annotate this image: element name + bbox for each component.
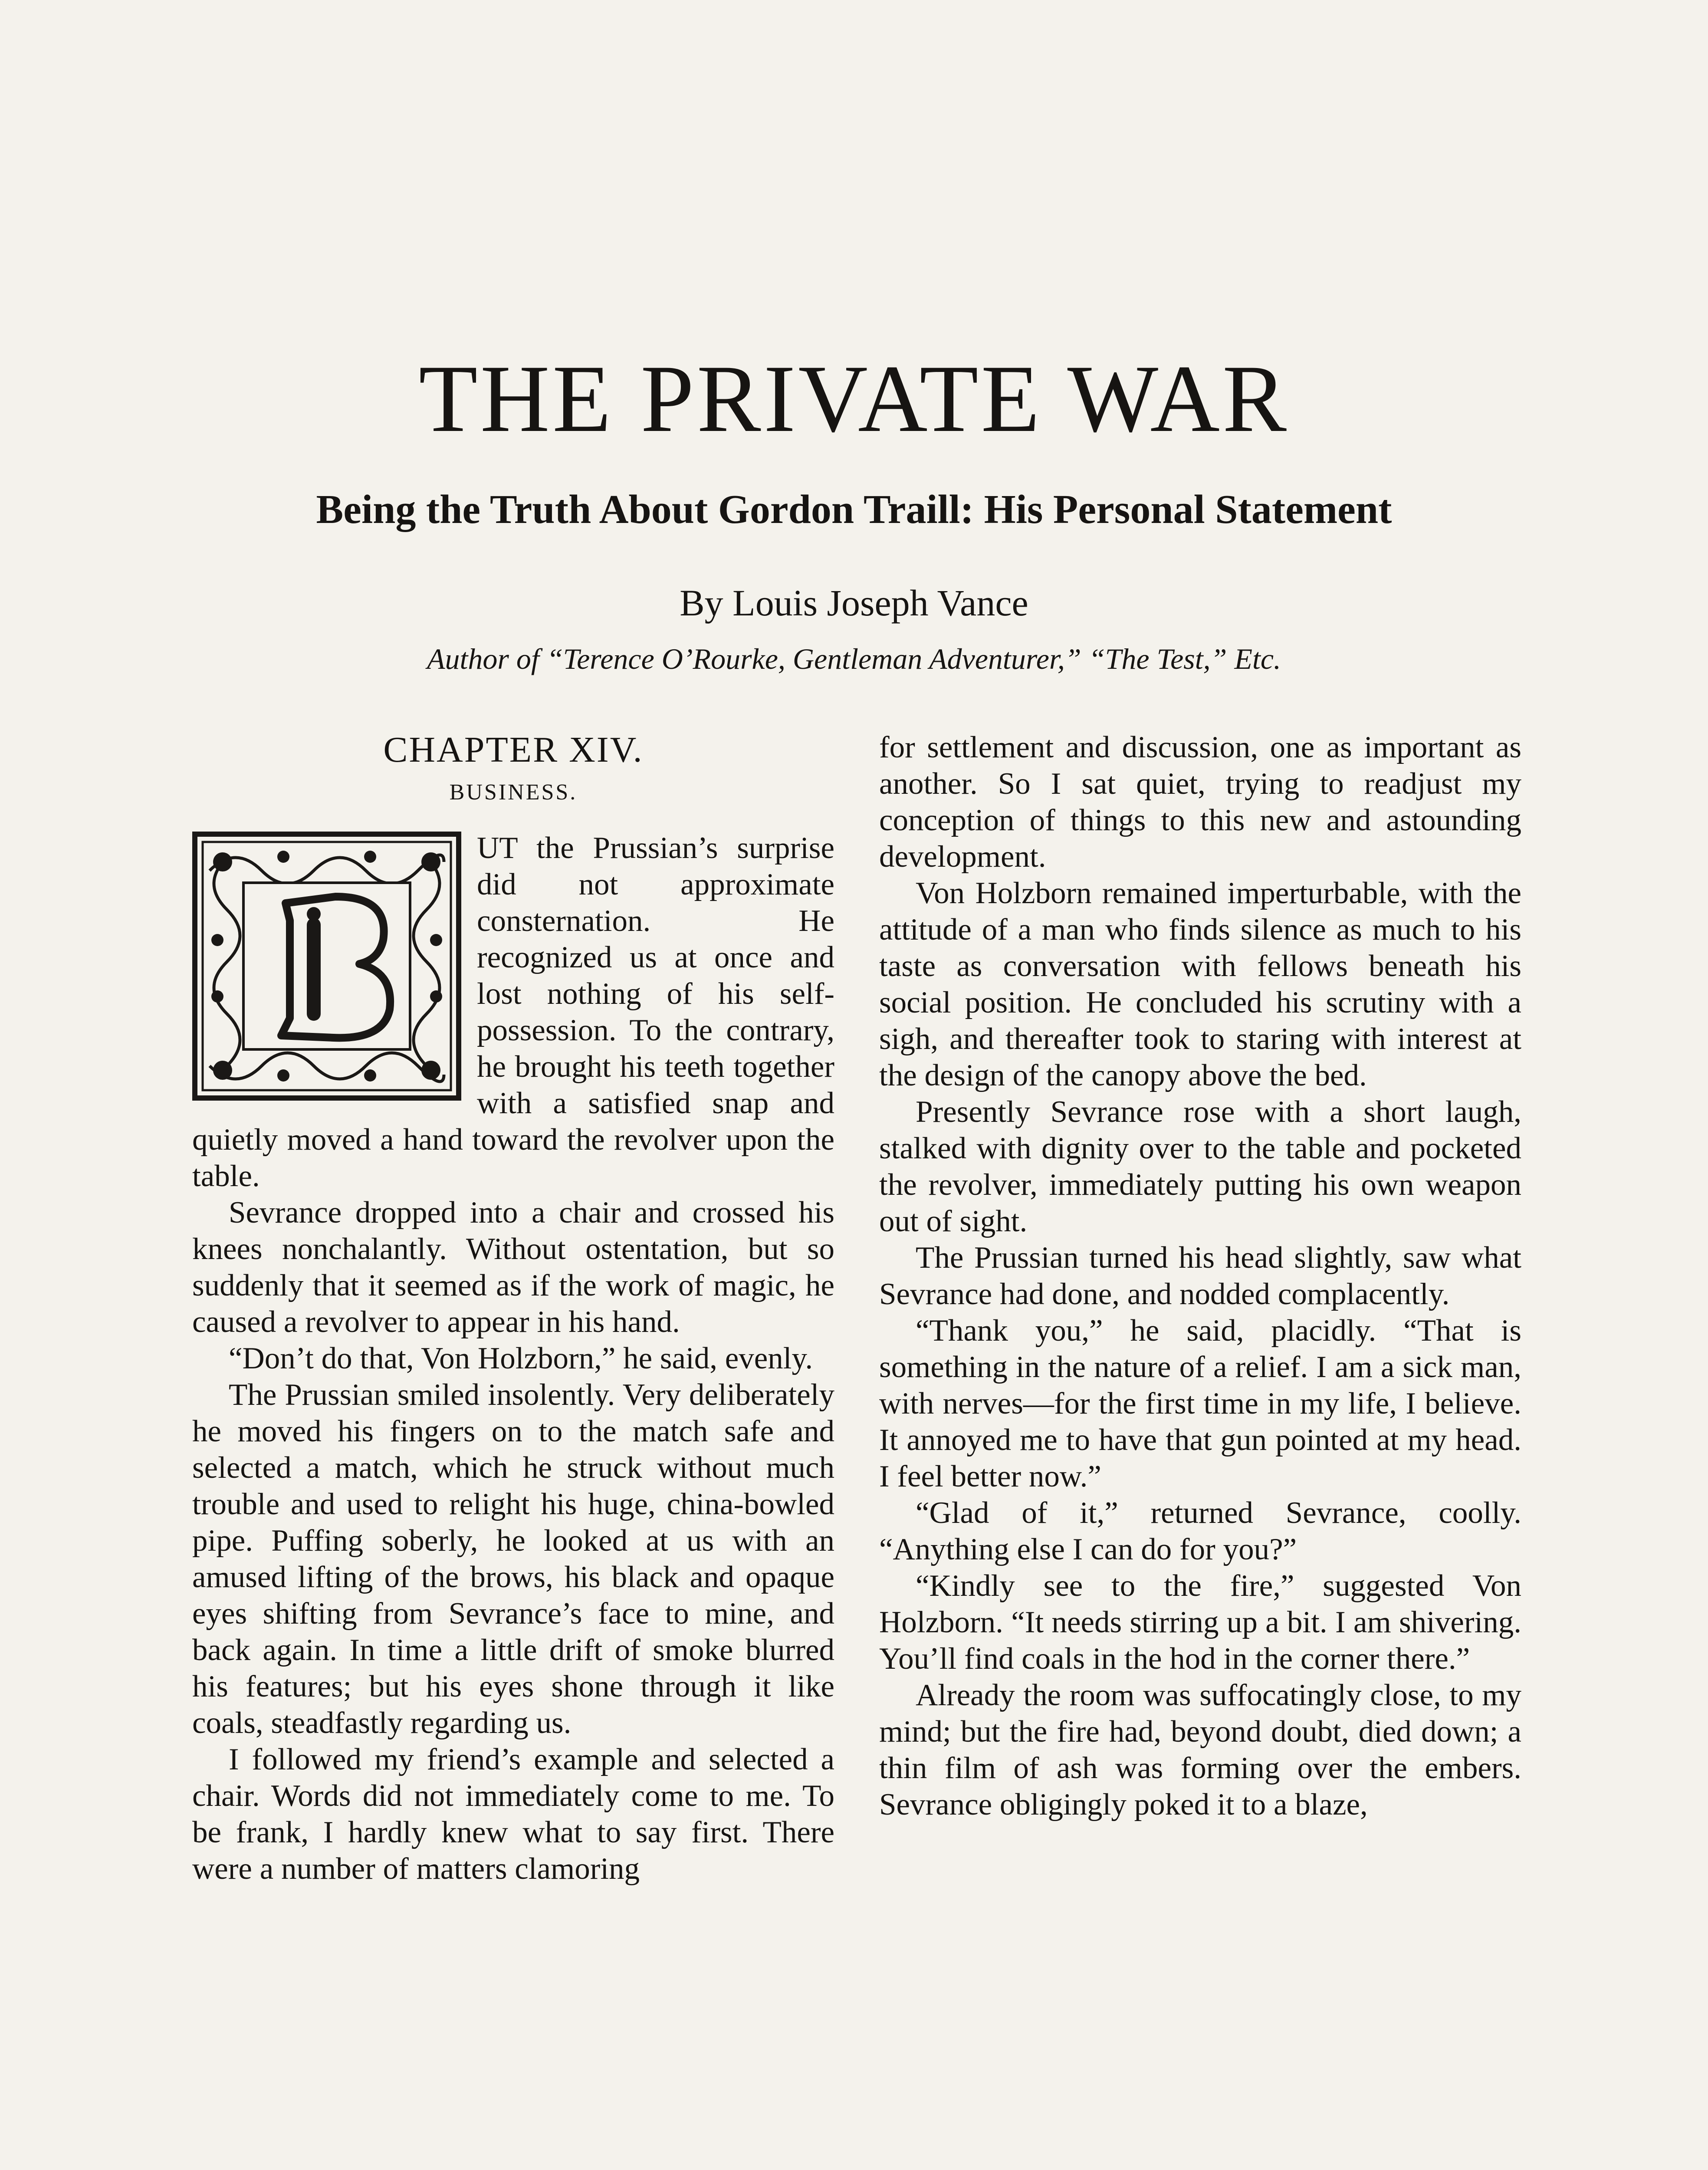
paragraph: I followed my friend’s example and selected a chair. Words did not immediately come to me. To be frank, I hardly knew what to say first. There were a number of matters clamoring [192, 1743, 834, 1886]
paragraph: “Kindly see to the fire,” suggested Von Holzborn. “It needs stirring up a bit. I am shivering. You’ll find coals in the hod in the corner there.” [879, 1569, 1521, 1676]
paragraph: Sevrance dropped into a chair and crossed his knees nonchalantly. Without ostentation, but so suddenly that it seemed as if the work of magic, he caused a revolver to appear in his hand. [192, 1196, 834, 1339]
paragraph: for settlement and discussion, one as important as another. So I sat quiet, trying to readjust my conception of things to this new and astounding development. [879, 730, 1521, 874]
paragraph: Von Holzborn remained imperturbable, with the attitude of a man who finds silence as much to his taste as conversation with fellows beneath his social position. He concluded his scrutiny with a sigh, and thereafter took to staring with interest at the design of the canopy above the bed. [879, 876, 1521, 1092]
chapter-subheading: BUSINESS. [449, 780, 578, 805]
paragraph: “Glad of it,” returned Sevrance, coolly. “Anything else I can do for you?” [879, 1496, 1521, 1566]
paragraph: “Don’t do that, Von Holzborn,” he said, evenly. [229, 1341, 813, 1375]
paragraph: Presently Sevrance rose with a short laugh, stalked with dignity over to the table and pocketed the revolver, immediately putting his own weapon out of sight. [879, 1095, 1521, 1238]
paragraph: The Prussian smiled insolently. Very deliberately he moved his fingers on to the match safe and selected a match, which he struck without much trouble and used to relight his huge, china-bowled pipe. Puffing soberly, he looked at us with an amused lifting of the brows, his black and opaque eyes shifting from Sevrance’s face to mine, and back again. In time a little drift of smoke blurred his features; but his eyes shone through it like coals, steadfastly regarding us. [192, 1378, 834, 1740]
story-subtitle: Being the Truth About Gordon Traill: His Personal Statement [316, 487, 1392, 532]
story-title: THE PRIVATE WAR [419, 345, 1289, 452]
paragraph: “Thank you,” he said, placidly. “That is something in the nature of a relief. I am a sick man, with nerves—for the first time in my life, I believe. It annoyed me to have that gun pointed at my head. I feel better now.” [879, 1314, 1521, 1493]
left-column [192, 729, 834, 1887]
paragraph: The Prussian turned his head slightly, saw what Sevrance had done, and nodded complacently. [879, 1241, 1521, 1311]
paragraph: Already the room was suffocatingly close, to my mind; but the fire had, beyond doubt, died down; a thin film of ash was forming over the embers. Sevrance obligingly poked it to a blaze, [879, 1678, 1521, 1821]
ornamental-initial-b-icon [192, 832, 461, 1101]
chapter-heading: CHAPTER XIV. [383, 730, 644, 770]
right-column [879, 729, 1521, 1823]
byline: By Louis Joseph Vance [680, 582, 1028, 624]
author-credit: Author of “Terence O’Rourke, Gentleman Adventurer,” “The Test,” Etc. [427, 642, 1281, 675]
paragraph: UT the Prussian’s surprise did not approximate consternation. He recognized us at once and lost nothing of his self-possession. To the contrary, he brought his teeth together with a satisfied snap and quietly moved a hand toward the revolver upon the table. [192, 831, 834, 1193]
